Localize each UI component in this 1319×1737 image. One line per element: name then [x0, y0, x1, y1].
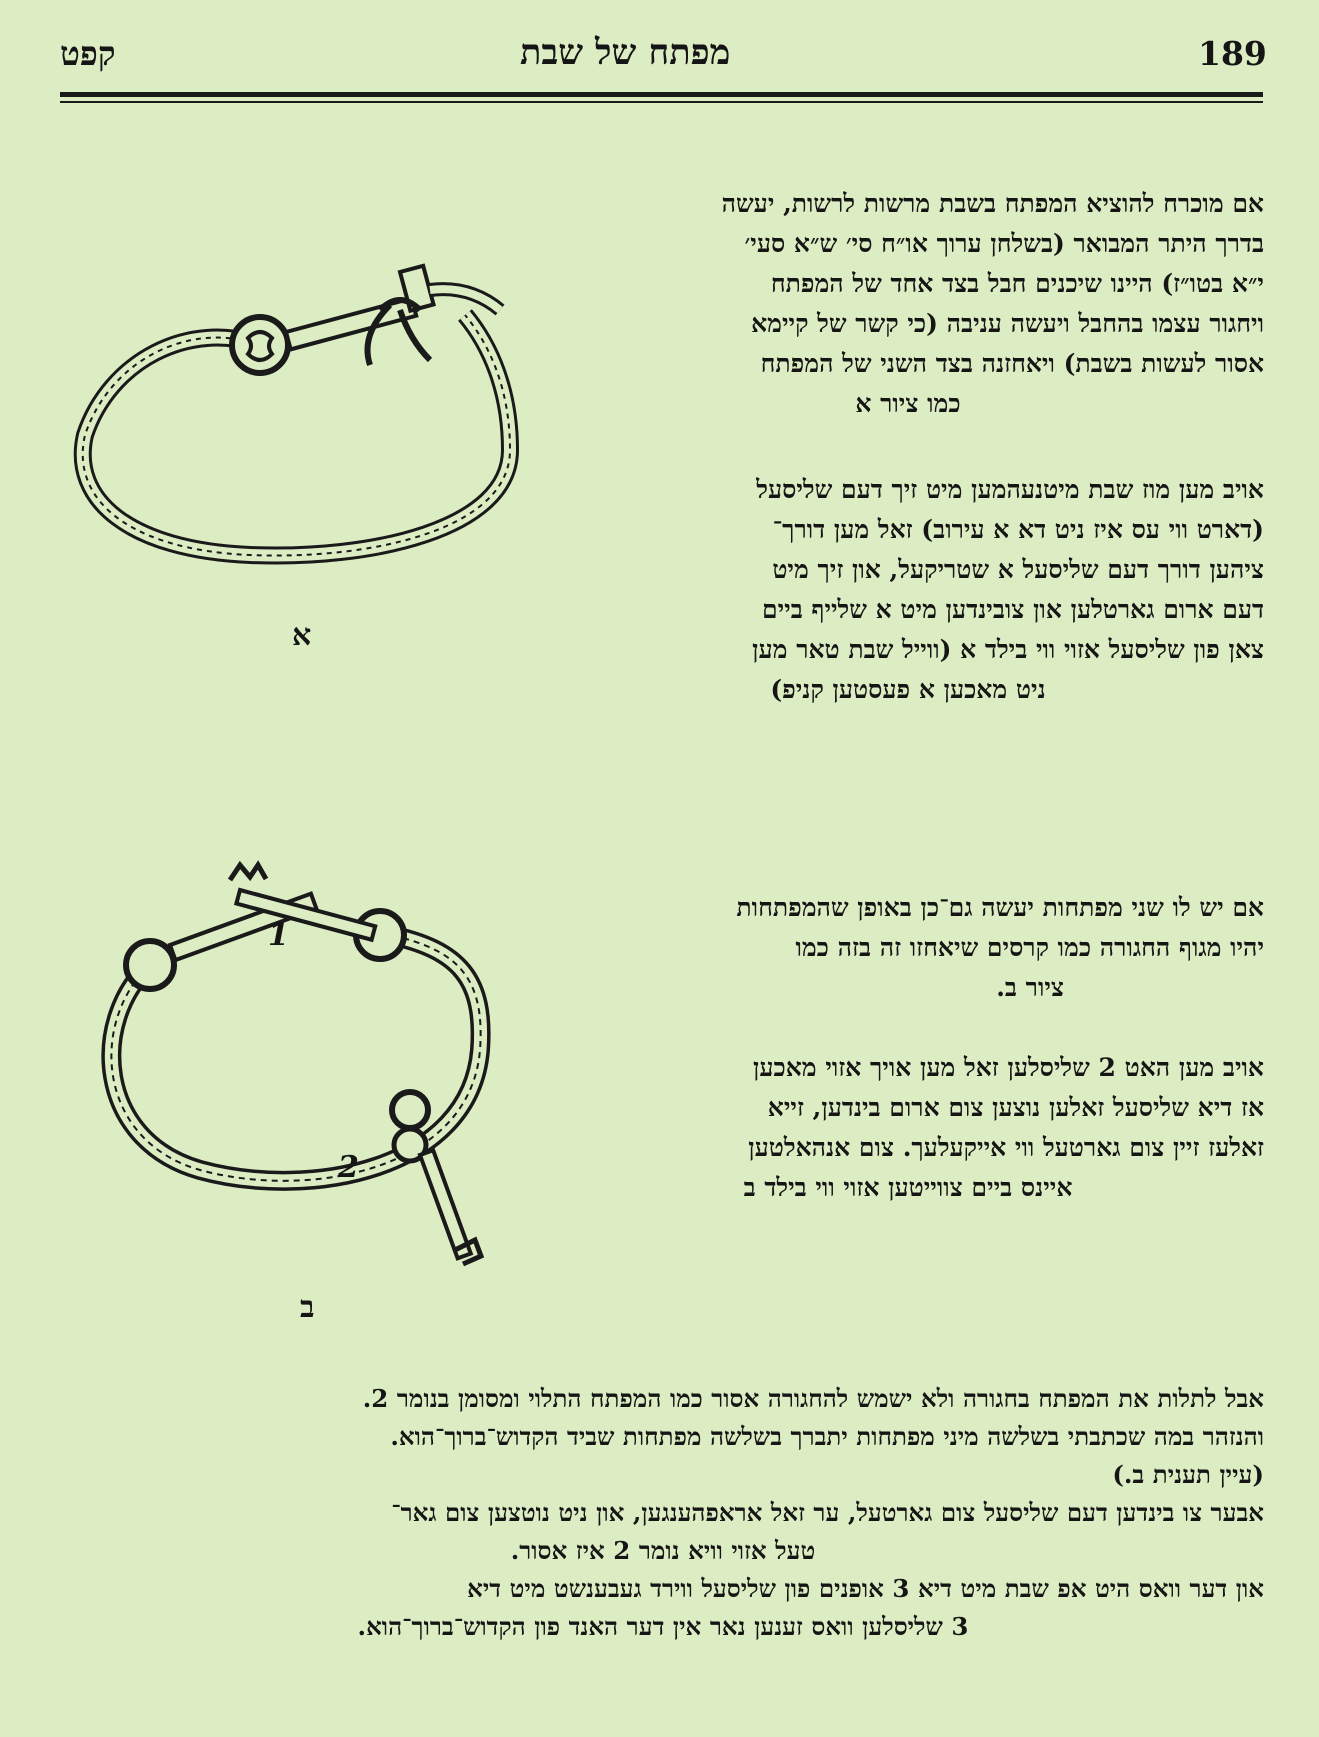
text-line: יהיו מגוף החגורה כמו קרסים שיאחזו זה בזה כמו: [795, 933, 1264, 962]
text-line: ניט מאכען א פעסטען קניפ): [770, 675, 1046, 704]
hebrew-page-number: קפט: [60, 34, 116, 73]
page-title: מפתח של שבת: [520, 32, 731, 73]
figure-b-label: ב: [300, 1290, 315, 1325]
section-a-yiddish: [552, 470, 1264, 710]
text-line: י״א בטו״ז) היינו שיכנים חבל בצד אחד של המפתח: [770, 269, 1264, 298]
text-line: אויב מען מוז שבת מיטנעהמען מיט זיך דעם שליסעל: [756, 475, 1264, 504]
page-number: 189: [1198, 34, 1267, 73]
section-b-hebrew: [552, 888, 1264, 1008]
text-line: (דארט ווי עס איז ניט דא א עירוב) זאל מען דורך־: [772, 515, 1264, 544]
section-a-hebrew: [552, 184, 1264, 424]
figure-b-two-keys-belt: [90, 850, 510, 1290]
header-rule-thin: [60, 101, 1263, 103]
text-line: והנזהר במה שכתבתי בשלשה מיני מפתחות יתברך בשלשה מפתחות שביד הקדוש־ברוך־הוא.: [390, 1422, 1264, 1451]
text-line: אם מוכרח להוציא המפתח בשבת מרשות לרשות, יעשה: [721, 189, 1264, 218]
text-line: אסור לעשות בשבת) ויאחזנה בצד השני של המפתח: [760, 349, 1264, 378]
text-line: אבל לתלות את המפתח בחגורה ולא ישמש להחגורה אסור כמו המפתח התלוי ומסומן בנומר 2.: [362, 1384, 1264, 1413]
text-line: בדרך היתר המבואר (בשלחן ערוך או״ח סי׳ ש״א סעי׳: [744, 229, 1264, 258]
text-line: דעם ארום גארטלען און צובינדען מיט א שלייף ביים: [762, 595, 1264, 624]
header-rule-thick: [60, 92, 1263, 97]
text-line: (עיין תענית ב.): [1112, 1460, 1264, 1489]
text-line: אז דיא שליסעל זאלען נוצען צום ארום בינדען, זייא: [767, 1093, 1264, 1122]
text-line: כמו ציור א: [855, 389, 961, 418]
text-line: 3 שליסלען וואס זענען נאר אין דער האנד פון הקדוש־ברוך־הוא.: [357, 1612, 969, 1641]
footer-text: [62, 1380, 1264, 1646]
text-line: אויב מען האט 2 שליסלען זאל מען אויך אזוי מאכען: [753, 1053, 1264, 1082]
text-line: זאלעז זיין צום גארטעל ווי אייקעלעך. צום אנהאלטען: [748, 1133, 1264, 1162]
section-b-yiddish: [552, 1048, 1264, 1208]
text-line: אבער צו בינדען דעם שליסעל צום גארטעל, ער זאל אראפהענגען, און ניט נוטצען צום גאר־: [391, 1498, 1264, 1527]
text-line: צאן פון שליסעל אזוי ווי בילד א (ווייל שבת טאר מען: [752, 635, 1264, 664]
key-number-1: 1: [268, 918, 289, 953]
figure-a-label: א: [292, 618, 312, 653]
key-number-2: 2: [338, 1150, 359, 1185]
text-line: איינס ביים צווייטען אזוי ווי בילד ב: [743, 1173, 1073, 1202]
text-line: ויחגור עצמו בהחבל ויעשה עניבה (כי קשר של קיימא: [751, 309, 1264, 338]
text-line: ציור ב.: [996, 973, 1064, 1002]
text-line: און דער וואס היט אפ שבת מיט דיא 3 אופנים פון שליסעל ווירד געבענשט מיט דיא: [467, 1574, 1264, 1603]
figure-a-key-on-rope: [70, 250, 530, 590]
text-line: טעל אזוי וויא נומר 2 איז אסור.: [510, 1536, 816, 1565]
text-line: אם יש לו שני מפתחות יעשה גם־כן באופן שהמפתחות: [736, 893, 1264, 922]
text-line: ציהען דורך דעם שליסעל א שטריקעל, און זיך מיט: [772, 555, 1264, 584]
